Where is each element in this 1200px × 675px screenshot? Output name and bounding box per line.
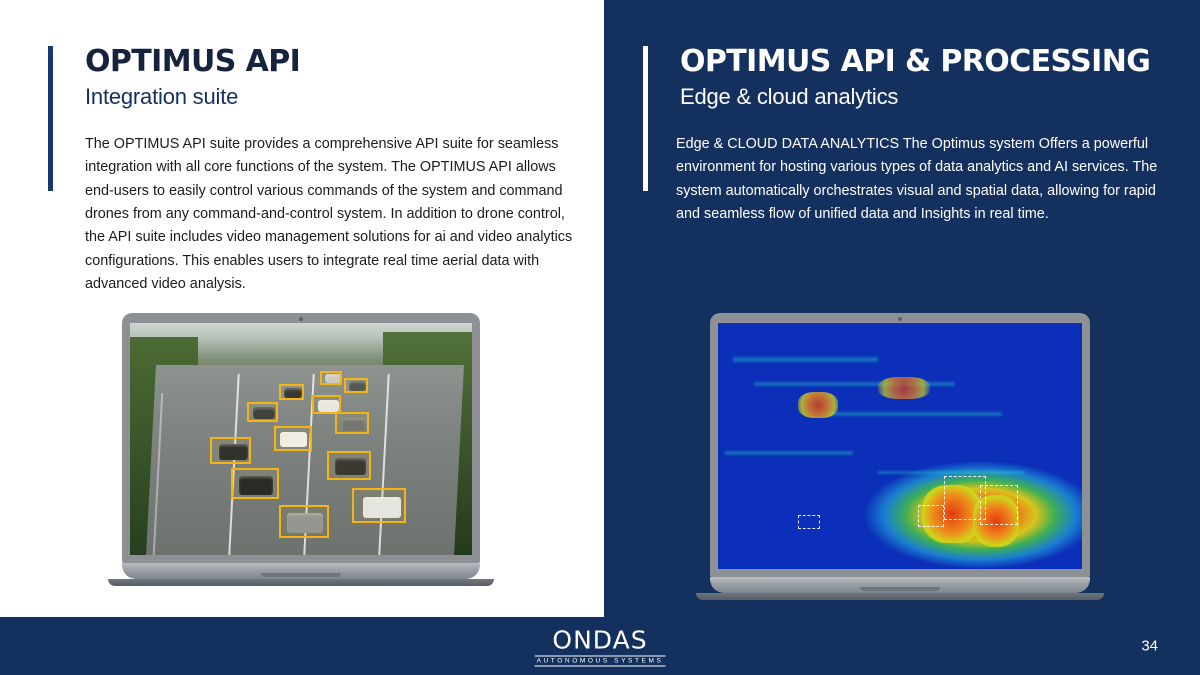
detection-box [210,437,251,464]
left-laptop-lid [122,313,480,563]
left-laptop-screen [130,323,472,555]
right-heading-text [648,46,1150,121]
webcam-icon [299,317,303,321]
left-laptop-foot [108,579,494,586]
detection-box [980,485,1018,525]
left-heading-text [53,46,300,121]
detection-box [279,505,329,538]
right-title: OPTIMUS API & PROCESSING [680,44,1151,79]
left-body-text: The OPTIMUS API suite provides a comprehensive API suite for seamless integration with all core functions of the system. The OPTIMUS API allows end-users to easily control various commands of the system and command drones from any command-and-control system. In addition to drone control, the API suite includes video management solutions for ai and video analytics configurations. This enables users to integrate real time aerial data with advanced video analysis. [85,136,573,292]
logo-tagline: AUTONOMOUS SYSTEMS [536,657,664,665]
left-laptop-base [122,563,480,579]
right-laptop-image [710,313,1090,600]
detection-box [335,412,369,434]
detection-box [798,515,820,529]
right-accent-bar-extension [643,121,648,191]
detection-box [320,371,342,385]
right-heading-block [643,46,1173,121]
right-laptop-foot [696,593,1104,600]
detection-box [279,384,304,400]
webcam-icon [898,317,902,321]
thermal-analytics-view [718,323,1082,569]
detection-box [918,505,944,527]
thermal-streak [878,471,1024,474]
detection-box [247,402,278,422]
detection-box [274,426,312,451]
road-scene [130,323,472,555]
thermal-streak [733,357,879,362]
detection-box [231,468,279,499]
right-body-text: Edge & CLOUD DATA ANALYTICS The Optimus system Offers a powerful environment for hosting various types of data analytics and AI services. The system automatically orchestrates visual and spatial data, allowing for rapid and seamless flow of unified data and Insights in real time. [676,136,1158,222]
right-laptop-screen [718,323,1082,569]
ondas-logo [535,626,666,667]
thermal-streak [827,412,1002,416]
right-laptop-base [710,577,1090,593]
left-heading-block [48,46,568,121]
detection-box [352,488,406,523]
left-title: OPTIMUS API [85,44,301,79]
page-number: 34 [1141,637,1158,655]
slide-footer [0,617,1200,675]
detection-box [327,451,371,480]
right-subtitle: Edge & cloud analytics [680,83,899,109]
left-laptop-image [122,313,480,586]
left-accent-bar-extension [48,121,53,191]
heat-blob [798,392,838,418]
left-subtitle: Integration suite [85,83,239,109]
thermal-streak [725,451,852,455]
heat-blob [878,377,930,399]
detection-box [312,395,341,414]
detection-box [344,378,368,393]
right-laptop-lid [710,313,1090,577]
logo-wordmark: ONDAS [552,625,648,655]
